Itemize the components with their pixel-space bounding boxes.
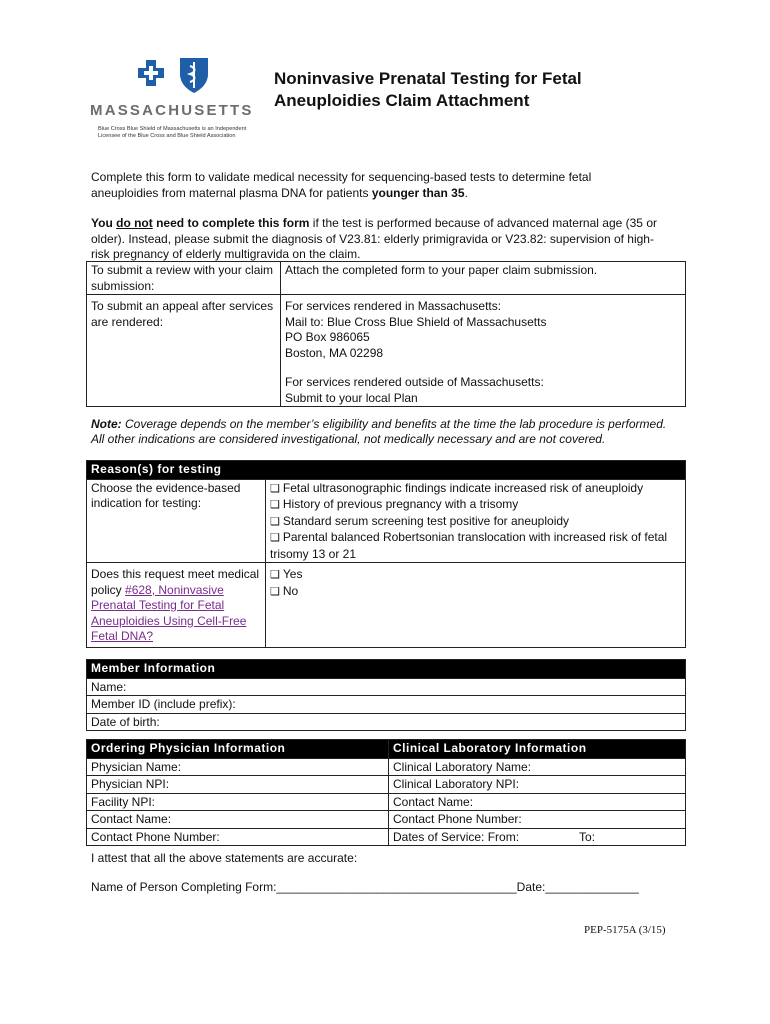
lab-contact-phone-field[interactable]: Contact Phone Number:: [389, 811, 686, 829]
notice-lead-1: You: [91, 216, 117, 230]
policy-answers: [266, 563, 686, 648]
member-table: [86, 659, 686, 731]
review-value: Attach the completed form to your paper claim submission.: [281, 262, 686, 295]
lab-header: Clinical Laboratory Information: [389, 740, 686, 759]
checkbox-icon[interactable]: ❑: [270, 569, 280, 581]
note-label: Note:: [91, 417, 122, 431]
attest-statement: I attest that all the above statements are accurate:: [91, 851, 358, 865]
member-header: Member Information: [87, 660, 686, 679]
intro-paragraph: [91, 170, 651, 201]
page-title: [274, 68, 582, 112]
physician-contact-phone-field[interactable]: Contact Phone Number:: [87, 828, 389, 846]
notice-paragraph: [91, 216, 671, 263]
physician-header: Ordering Physician Information: [87, 740, 389, 759]
form-code: PEP-5175A (3/15): [584, 924, 666, 936]
policy-link[interactable]: #628, Noninvasive Prenatal Testing for Fetal Aneuploidies Using Cell-Free Fetal DNA?: [91, 582, 247, 643]
intro-end: .: [464, 185, 468, 200]
dates-of-service-field[interactable]: [389, 828, 686, 846]
indication-options: [266, 479, 686, 563]
physician-npi-field[interactable]: Physician NPI:: [87, 776, 389, 794]
facility-npi-field[interactable]: Facility NPI:: [87, 793, 389, 811]
coverage-note: [91, 417, 681, 446]
lab-npi-field[interactable]: Clinical Laboratory NPI:: [389, 776, 686, 794]
notice-text: if the test is performed because of advanced maternal age (35 or older). Instead, please submit the diagnosis of V23.81: elderly primigravida or V23.82: supervision of high-risk pregnancy of elderly multigravida on the claim.: [91, 216, 657, 261]
blue-cross-icon: [138, 60, 164, 86]
logo-icons: [134, 52, 224, 96]
dates-from-label: Dates of Service: From:: [393, 829, 520, 844]
option-serum-screening[interactable]: ❑ Standard serum screening test positive for aneuploidy: [270, 513, 570, 528]
answer-no[interactable]: ❑ No: [270, 583, 299, 598]
physician-contact-name-field[interactable]: Contact Name:: [87, 811, 389, 829]
member-dob-field[interactable]: Date of birth:: [87, 713, 686, 731]
outside-heading: For services rendered outside of Massachusetts:: [285, 375, 544, 389]
option-robertsonian[interactable]: ❑ Parental balanced Robertsonian translocation with increased risk of fetal trisomy 13 or 21: [270, 530, 668, 561]
dates-to-label: To:: [579, 829, 596, 844]
physician-name-field[interactable]: Physician Name:: [87, 758, 389, 776]
blue-shield-icon: [180, 58, 208, 93]
intro-age: younger than 35: [371, 185, 465, 200]
reasons-table: [86, 460, 686, 648]
ma-mail: Mail to: Blue Cross Blue Shield of Massachusetts: [285, 314, 547, 329]
checkbox-icon[interactable]: ❑: [270, 482, 280, 495]
ma-city: Boston, MA 02298: [285, 345, 384, 360]
reasons-header: Reason(s) for testing: [87, 461, 686, 480]
logo-subtitle: Blue Cross Blue Shield of Massachusetts is an Independent Licensee of the Blue Cross and Blue Shield Association: [98, 126, 247, 139]
lab-name-field[interactable]: Clinical Laboratory Name:: [389, 758, 686, 776]
intro-text: Complete this form to validate medical necessity for sequencing-based tests to determine fetal aneuploidies from maternal plasma DNA for patients: [91, 170, 592, 200]
note-text: Coverage depends on the member’s eligibility and benefits at the time the lab procedure is performed. All other indications are considered investigational, not medically necessary and are not covered.: [91, 417, 667, 446]
title-line-1: Noninvasive Prenatal Testing for Fetal: [274, 69, 582, 88]
policy-question: [87, 563, 266, 648]
appeal-value: [281, 295, 686, 407]
outside-value: Submit to your local Plan: [285, 390, 418, 405]
notice-lead-2: need to complete this form: [152, 216, 310, 230]
lab-contact-name-field[interactable]: Contact Name:: [389, 793, 686, 811]
signature-line[interactable]: Name of Person Completing Form:____________________________________Date:______________: [91, 880, 639, 894]
checkbox-icon[interactable]: ❑: [270, 499, 280, 511]
checkbox-icon[interactable]: ❑: [270, 515, 280, 528]
answer-yes[interactable]: ❑ Yes: [270, 567, 303, 581]
checkbox-icon[interactable]: ❑: [270, 585, 280, 598]
ma-heading: For services rendered in Massachusetts:: [285, 299, 502, 313]
appeal-label: To submit an appeal after services are rendered:: [87, 295, 281, 407]
policy-label: Does this request meet medical policy: [91, 567, 260, 597]
ma-po-box: PO Box 986065: [285, 330, 370, 344]
option-previous-trisomy[interactable]: ❑ History of previous pregnancy with a trisomy: [270, 497, 519, 511]
member-name-field[interactable]: Name:: [87, 678, 686, 696]
physician-lab-table: [86, 739, 686, 846]
review-label: To submit a review with your claim submission:: [87, 262, 281, 295]
submission-table: [86, 261, 686, 407]
checkbox-icon[interactable]: ❑: [270, 532, 280, 544]
notice-do-not: do not: [116, 216, 153, 230]
indication-label: Choose the evidence-based indication for testing:: [87, 479, 266, 563]
member-id-field[interactable]: Member ID (include prefix):: [87, 696, 686, 714]
logo-wordmark: MASSACHUSETTS: [90, 102, 254, 119]
option-ultrasonographic[interactable]: ❑ Fetal ultrasonographic findings indicate increased risk of aneuploidy: [270, 480, 644, 495]
title-line-2: Aneuploidies Claim Attachment: [274, 91, 530, 110]
